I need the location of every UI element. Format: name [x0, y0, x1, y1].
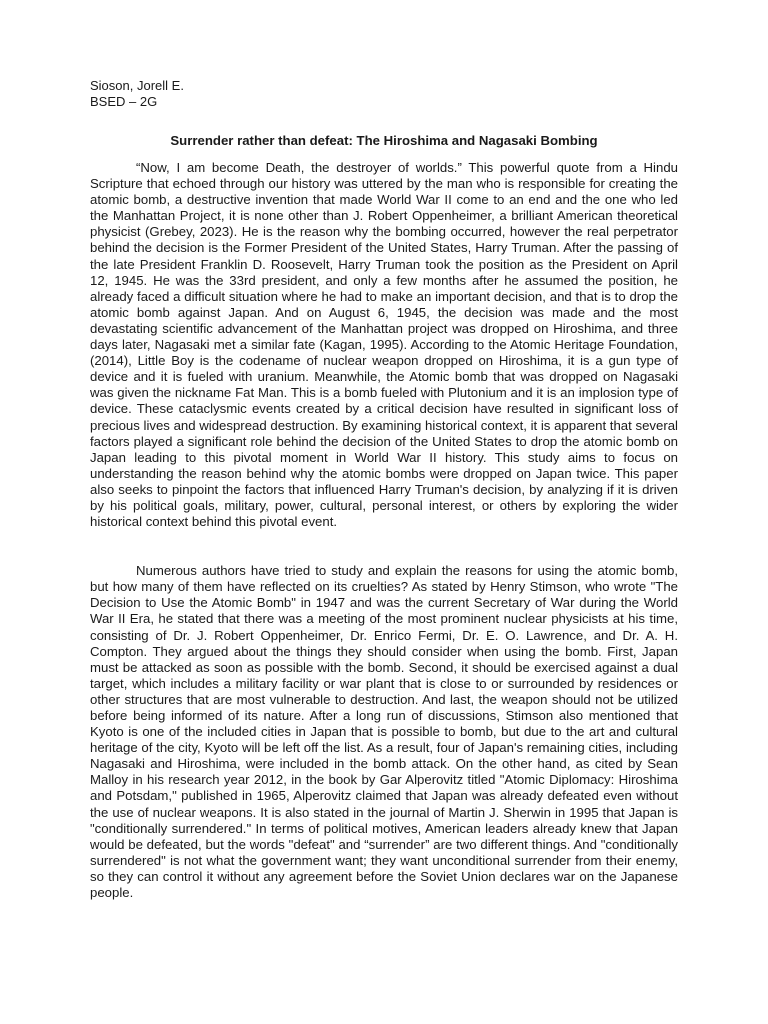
document-page [90, 78, 678, 901]
class-section: BSED – 2G [90, 94, 158, 109]
body-paragraph-1: “Now, I am become Death, the destroyer of worlds.” This powerful quote from a Hindu Scripture that echoed through our history was uttered by the man who is responsible for creating the atomic bomb, a destructive invention that made World War II come to an end and the one who led the Manhattan Project, it is none other than J. Robert Oppenheimer, a brilliant American theoretical physicist (Grebey, 2023). He is the reason why the bombing occurred, however the real perpetrator behind the decision is the Former President of the United States, Harry Truman. After the passing of the late President Franklin D. Roosevelt, Harry Truman took the position as the President on April 12, 1945. He was the 33rd president, and only a few months after he assumed the position, he already faced a difficult situation where he had to make an important decision, and that is to drop the atomic bomb against Japan. And on August 6, 1945, the decision was made and the most devastating scientific advancement of the Manhattan project was dropped on Hiroshima, and three days later, Nagasaki met a similar fate (Kagan, 1995). According to the Atomic Heritage Foundation, (2014), Little Boy is the codename of nuclear weapon dropped on Hiroshima, it is a gun type of device and it is fueled with uranium. Meanwhile, the Atomic bomb that was dropped on Nagasaki was given the nickname Fat Man. This is a bomb fueled with Plutonium and it is an implosion type of device. These cataclysmic events created by a critical decision have resulted in significant loss of precious lives and widespread destruction. By examining historical context, it is apparent that several factors played a significant role behind the decision of the United States to drop the atomic bomb on Japan leading to this pivotal moment in World War II history. This study aims to focus on understanding the reason behind why the atomic bombs were dropped on Japan twice. This paper also seeks to pinpoint the factors that influenced Harry Truman's decision, by analyzing if it is driven by his political goals, military, power, cultural, personal interest, or others by exploring the wider historical context behind this pivotal event. [90, 160, 678, 530]
author-name: Sioson, Jorell E. [90, 78, 184, 93]
essay-title: Surrender rather than defeat: The Hiroshima and Nagasaki Bombing [170, 133, 598, 148]
body-paragraph-2: Numerous authors have tried to study and explain the reasons for using the atomic bomb, but how many of them have reflected on its cruelties? As stated by Henry Stimson, who wrote "The Decision to Use the Atomic Bomb" in 1947 and was the current Secretary of War during the World War II Era, he stated that there was a meeting of the most prominent nuclear physicists at his time, consisting of Dr. J. Robert Oppenheimer, Dr. Enrico Fermi, Dr. E. O. Lawrence, and Dr. A. H. Compton. They argued about the things they should consider when using the bomb. First, Japan must be attacked as soon as possible with the bomb. Second, it should be exercised against a dual target, which includes a military facility or war plant that is close to or surrounded by residences or other structures that are most vulnerable to destruction. And last, the weapon should not be utilized before being informed of its nature. After a long run of discussions, Stimson also mentioned that Kyoto is one of the included cities in Japan that is possible to bomb, but due to the art and cultural heritage of the city, Kyoto will be left off the list. As a result, four of Japan's remaining cities, including Nagasaki and Hiroshima, were included in the bomb attack. On the other hand, as cited by Sean Malloy in his research year 2012, in the book by Gar Alperovitz titled "Atomic Diplomacy: Hiroshima and Potsdam," published in 1965, Alperovitz claimed that Japan was already defeated even without the use of nuclear weapons. It is also stated in the journal of Martin J. Sherwin in 1995 that Japan is "conditionally surrendered." In terms of political motives, American leaders already knew that Japan would be defeated, but the words "defeat" and “surrender” are two different things. And "conditionally surrendered" is not what the government want; they want unconditional surrender from their enemy, so they can control it without any agreement before the Soviet Union declares war on the Japanese people. [90, 563, 678, 901]
